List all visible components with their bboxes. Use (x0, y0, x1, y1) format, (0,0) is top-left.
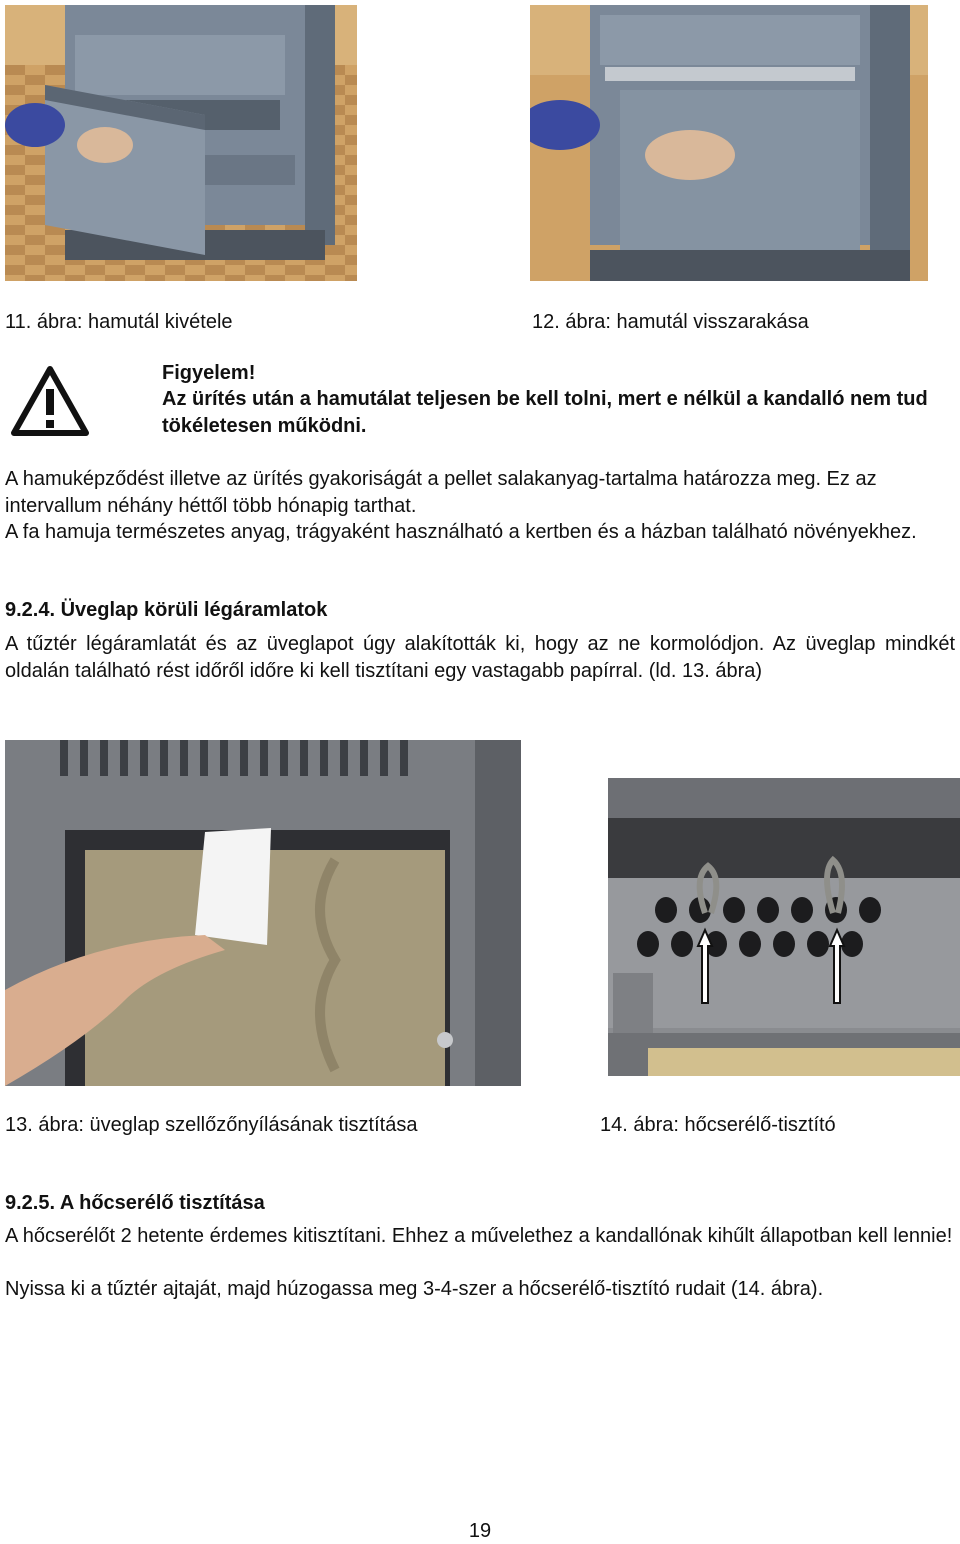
warning-title: Figyelem! (162, 362, 256, 384)
ash-paragraph-1: A hamuképződést illetve az ürítés gyakoriságát a pellet salakanyag-tartalma határozza meg. Ez az intervallum néhány héttől több hónapig tarthat. (5, 468, 877, 517)
figure-14-photo (608, 778, 960, 1076)
warning-triangle-icon (10, 365, 90, 437)
figure-12-photo (530, 5, 928, 281)
figure-14-caption: 14. ábra: hőcserélő-tisztító (600, 1114, 836, 1136)
section-924-heading: 9.2.4. Üveglap körüli légáramlatok (5, 599, 328, 621)
ash-paragraph-2: A fa hamuja természetes anyag, trágyaként használható a kertben és a házban található növényekhez. (5, 521, 917, 543)
section-925-body-1: A hőcserélőt 2 hetente érdemes kitisztítani. Ehhez a művelethez a kandallónak kihűlt állapotban kell lennie! (5, 1225, 953, 1247)
figure-11-caption: 11. ábra: hamutál kivétele (5, 311, 233, 333)
figure-13-photo (5, 740, 521, 1086)
page-number: 19 (468, 1520, 492, 1542)
warning-text: Az ürítés után a hamutálat teljesen be kell tolni, mert e nélkül a kandalló nem tud tökéletesen működni. (162, 388, 928, 437)
figure-11-photo (5, 5, 357, 281)
figure-12-caption: 12. ábra: hamutál visszarakása (532, 311, 809, 333)
section-924-body: A tűztér légáramlatát és az üveglapot úgy alakították ki, hogy az ne kormolódjon. Az üveglap mindkét oldalán található rést időről időre ki kell tisztítani egy vastagabb papírral. (ld. 13. ábra) (5, 633, 955, 682)
section-925-heading: 9.2.5. A hőcserélő tisztítása (5, 1192, 265, 1214)
figure-13-caption: 13. ábra: üveglap szellőzőnyílásának tisztítása (5, 1114, 418, 1136)
section-925-body-2: Nyissa ki a tűztér ajtaját, majd húzogassa meg 3-4-szer a hőcserélő-tisztító rudait (14. ábra). (5, 1278, 824, 1300)
